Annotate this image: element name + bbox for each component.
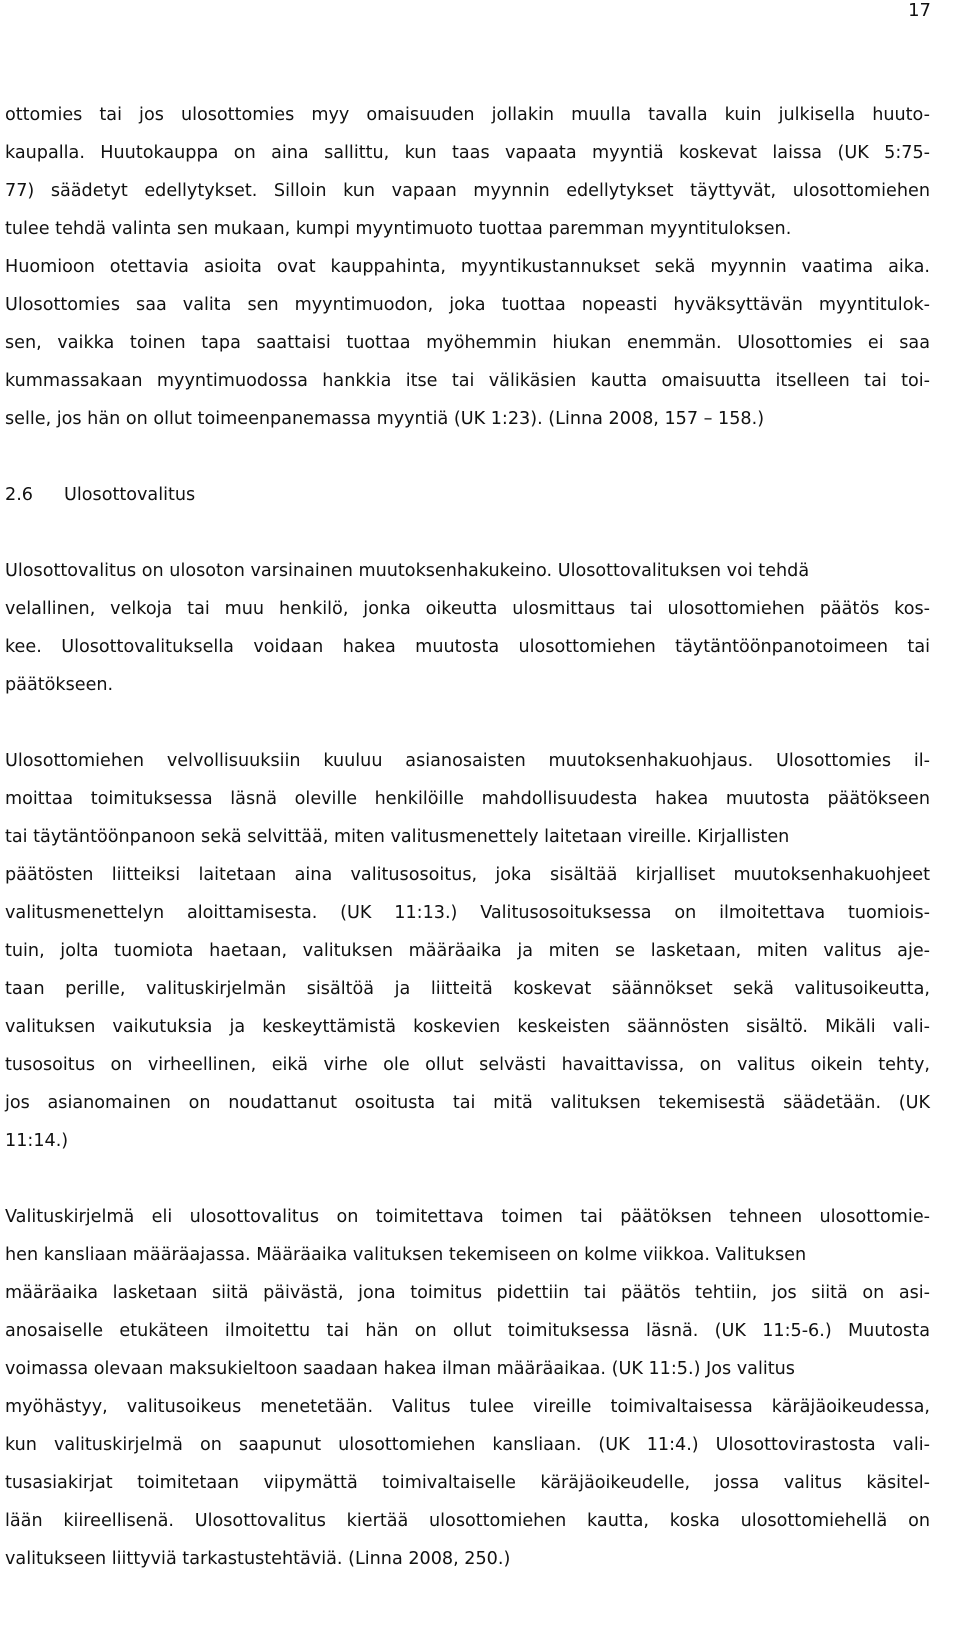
text-line: lään kiireellisenä. Ulosottovalitus kiertää ulosottomiehen kautta, koska ulosottomiehellä on [5, 1511, 930, 1531]
text-line: anosaiselle etukäteen ilmoitettu tai hän on ollut toimituksessa läsnä. (UK 11:5-6.) Muutosta [5, 1321, 930, 1341]
text-line: moittaa toimituksessa läsnä oleville henkilöille mahdollisuudesta hakea muutosta päätökseen [5, 789, 930, 809]
text-line: kee. Ulosottovalituksella voidaan hakea muutosta ulosottomiehen täytäntöönpanotoimeen tai [5, 637, 930, 657]
text-line: Ulosottomiehen velvollisuuksiin kuuluu asianosaisten muutoksenhakuohjaus. Ulosottomies il- [5, 751, 930, 771]
text-line: myöhästyy, valitusoikeus menetetään. Valitus tulee vireille toimivaltaisessa käräjäoikeudessa, [5, 1397, 930, 1417]
text-line: valitusmenettelyn aloittamisesta. (UK 11:13.) Valitusosoituksessa on ilmoitettava tuomiois- [5, 903, 930, 923]
text-line: velallinen, velkoja tai muu henkilö, jonka oikeutta ulosmittaus tai ulosottomiehen päätös kos- [5, 599, 930, 619]
text-line: valituksen vaikutuksia ja keskeyttämistä koskevien keskeisten säännösten sisältö. Mikäli vali- [5, 1017, 930, 1037]
text-line: kun valituskirjelmä on saapunut ulosottomiehen kansliaan. (UK 11:4.) Ulosottovirastosta vali- [5, 1435, 930, 1455]
text-line: kummassakaan myyntimuodossa hankkia itse tai välikäsien kautta omaisuutta itselleen tai toi- [5, 371, 930, 391]
text-line: voimassa olevaan maksukieltoon saadaan hakea ilman määräaikaa. (UK 11:5.) Jos valitus [5, 1359, 795, 1379]
text-line: valitukseen liittyviä tarkastustehtäviä. (Linna 2008, 250.) [5, 1549, 511, 1569]
text-line: Ulosottomies saa valita sen myyntimuodon, joka tuottaa nopeasti hyväksyttävän myyntitulok- [5, 295, 930, 315]
text-line: tai täytäntöönpanoon sekä selvittää, miten valitusmenettely laitetaan vireille. Kirjallisten [5, 827, 790, 847]
text-line: tusosoitus on virheellinen, eikä virhe ole ollut selvästi havaittavissa, on valitus oikein tehty, [5, 1055, 930, 1075]
text-line: 11:14.) [5, 1131, 69, 1151]
text-line: 77) säädetyt edellytykset. Silloin kun vapaan myynnin edellytykset täyttyvät, ulosottomiehen [5, 181, 930, 201]
text-line: tulee tehdä valinta sen mukaan, kumpi myyntimuoto tuottaa paremman myyntituloksen. [5, 219, 792, 239]
text-line: tusasiakirjat toimitetaan viipymättä toimivaltaiselle käräjäoikeudelle, jossa valitus käsitel- [5, 1473, 930, 1493]
text-line: hen kansliaan määräajassa. Määräaika valituksen tekemiseen on kolme viikkoa. Valituksen [5, 1245, 807, 1265]
text-line: kaupalla. Huutokauppa on aina sallittu, kun taas vapaata myyntiä koskevat laissa (UK 5:75- [5, 143, 930, 163]
text-line: sen, vaikka toinen tapa saattaisi tuottaa myöhemmin hiukan enemmän. Ulosottomies ei saa [5, 333, 930, 353]
text-line: päätökseen. [5, 675, 114, 695]
text-line: jos asianomainen on noudattanut osoitusta tai mitä valituksen tekemisestä säädetään. (UK [5, 1093, 930, 1113]
text-line: Huomioon otettavia asioita ovat kauppahinta, myyntikustannukset sekä myynnin vaatima aika. [5, 257, 930, 277]
text-line: Ulosottovalitus on ulosoton varsinainen muutoksenhakukeino. Ulosottovalituksen voi tehdä [5, 561, 810, 581]
text-line: ottomies tai jos ulosottomies myy omaisuuden jollakin muulla tavalla kuin julkisella huuto- [5, 105, 930, 125]
text-line: määräaika lasketaan siitä päivästä, jona toimitus pidettiin tai päätös tehtiin, jos siitä on asi- [5, 1283, 930, 1303]
text-line: taan perille, valituskirjelmän sisältöä ja liitteitä koskevat säännökset sekä valitusoikeutta, [5, 979, 930, 999]
page-number: 17 [908, 0, 931, 21]
text-line: päätösten liitteiksi laitetaan aina valitusosoitus, joka sisältää kirjalliset muutoksenhakuohjeet [5, 865, 930, 885]
text-line: Valituskirjelmä eli ulosottovalitus on toimitettava toimen tai päätöksen tehneen ulosottomie- [5, 1207, 930, 1227]
text-line: selle, jos hän on ollut toimeenpanemassa myyntiä (UK 1:23). (Linna 2008, 157 – 158.) [5, 409, 765, 429]
text-line: tuin, jolta tuomiota haetaan, valituksen määräaika ja miten se lasketaan, miten valitus aje- [5, 941, 930, 961]
section-title: Ulosottovalitus [64, 485, 196, 505]
section-number: 2.6 [5, 485, 33, 505]
